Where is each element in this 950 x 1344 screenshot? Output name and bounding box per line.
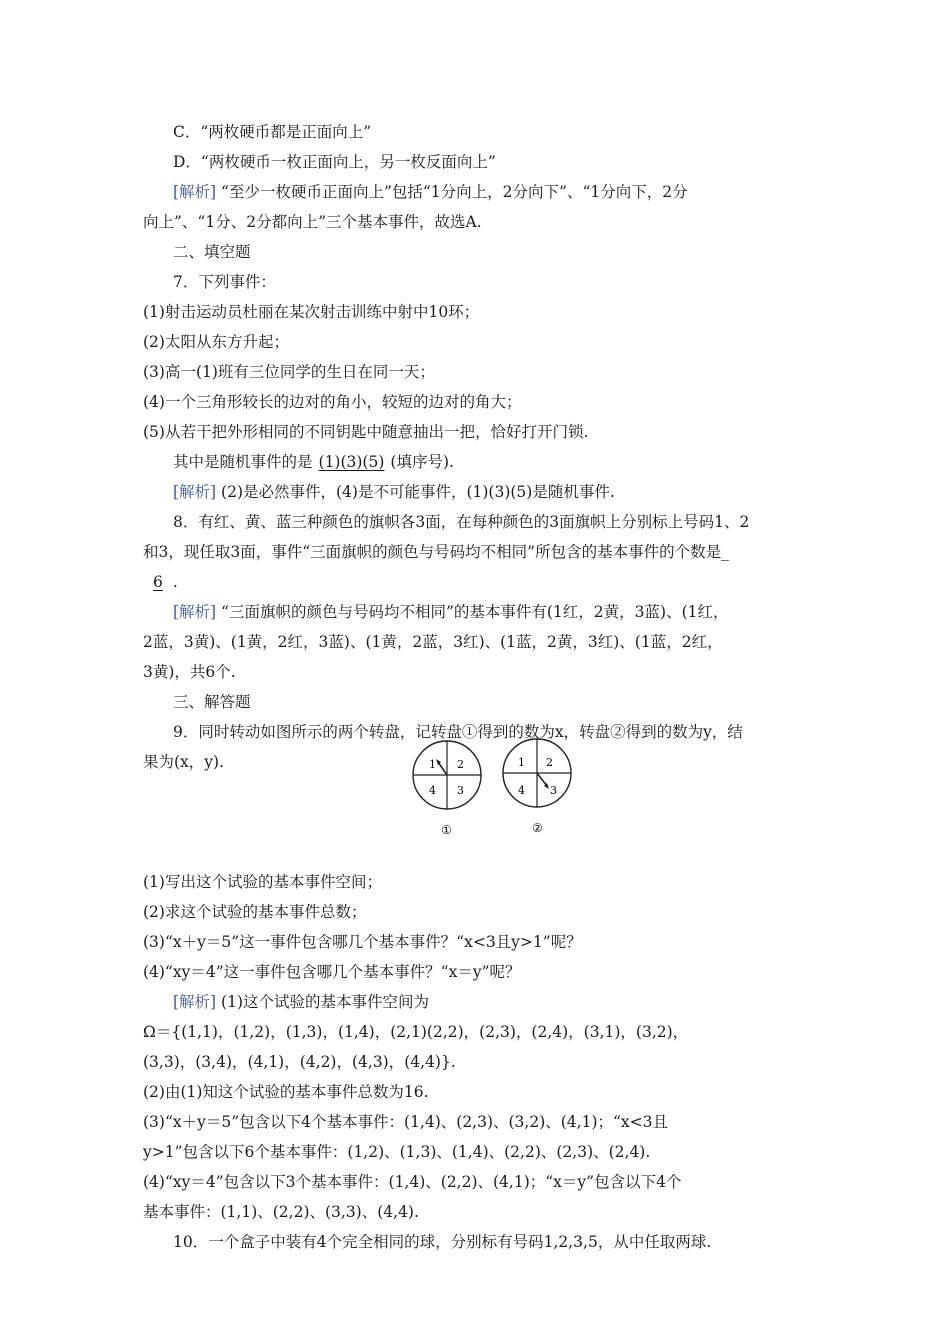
q7-item-5: (5)从若干把外形相同的不同钥匙中随意抽出一把，恰好打开门锁. — [143, 423, 589, 441]
q7-answer-suffix: (填序号). — [390, 453, 454, 471]
analysis-9-line1 — [173, 992, 429, 1012]
analysis-text: (2)是必然事件，(4)是不可能事件，(1)(3)(5)是随机事件. — [216, 483, 615, 501]
q8-answer-suffix: . — [172, 573, 178, 591]
question-7: 7．下列事件： — [173, 273, 276, 291]
question-8-line1: 8．有红、黄、蓝三种颜色的旗帜各3面，在每种颜色的3面旗帜上分别标上号码1、2 — [173, 513, 750, 531]
spinner1-q3: 3 — [457, 784, 464, 797]
q7-answer-line — [173, 452, 454, 472]
spinner2-q2: 2 — [546, 756, 553, 769]
pointer-arrow-icon — [537, 773, 547, 786]
q7-item-2: (2)太阳从东方升起； — [143, 333, 289, 351]
analysis-tag: [解析] — [173, 483, 217, 501]
pointer-arrow-icon — [438, 762, 447, 775]
spinner1-q2: 2 — [457, 758, 464, 771]
question-9-line2: 果为(x，y). — [143, 753, 225, 771]
analysis-9-line6: y>1”包含以下6个基本事件：(1,2)、(1,3)、(1,4)、(2,2)、(2,3)、(2,4). — [143, 1143, 651, 1161]
q8-answer-blank: 6 — [153, 573, 163, 591]
q7-answer-blank: (1)(3)(5) — [318, 453, 385, 471]
analysis-9-line7: (4)“xy＝4”包含以下3个基本事件：(1,4)、(2,2)、(4,1)；“x＝y”包含以下4个 — [143, 1173, 682, 1191]
question-9-line1: 9．同时转动如图所示的两个转盘，记转盘①得到的数为x，转盘②得到的数为y，结 — [173, 723, 743, 741]
analysis-8-line2: 2蓝，3黄)、(1黄，2红，3蓝)、(1黄，2蓝，3红)、(1蓝，2黄，3红)、(1蓝，2红， — [143, 633, 723, 651]
spinner2-q4: 4 — [518, 784, 525, 797]
spinner1-caption: ① — [441, 823, 452, 837]
analysis-6-line1 — [173, 182, 688, 202]
q9-part-2: (2)求这个试验的基本事件总数； — [143, 903, 367, 921]
analysis-tag: [解析] — [173, 993, 217, 1011]
section-fill-in: 二、填空题 — [173, 243, 251, 261]
analysis-tag: [解析] — [173, 183, 217, 201]
analysis-6-line2: 向上”、“1分、2分都向上”三个基本事件，故选A. — [143, 213, 482, 231]
analysis-tag: [解析] — [173, 603, 217, 621]
q9-part-3: (3)“x＋y＝5”这一事件包含哪几个基本事件？“x<3且y>1”呢？ — [143, 933, 582, 951]
analysis-9-line8: 基本事件：(1,1)、(2,2)、(3,3)、(4,4). — [143, 1203, 419, 1221]
q9-part-1: (1)写出这个试验的基本事件空间； — [143, 873, 382, 891]
q8-answer-line — [143, 572, 178, 592]
spinner-2 — [503, 739, 571, 835]
analysis-8-line3: 3黄)，共6个. — [143, 663, 236, 681]
question-8-line2: 和3，现任取3面，事件“三面旗帜的颜色与号码均不相同”所包含的基本事件的个数是_ — [143, 543, 729, 561]
analysis-text: “至少一枚硬币正面向上”包括“1分向上，2分向下”、“1分向下，2分 — [216, 183, 688, 201]
spinner2-q1: 1 — [518, 756, 525, 769]
q7-item-1: (1)射击运动员杜丽在某次射击训练中射中10环； — [143, 303, 480, 321]
q7-answer-prefix: 其中是随机事件的是 — [173, 453, 313, 471]
analysis-9-line4: (2)由(1)知这个试验的基本事件总数为16. — [143, 1083, 429, 1101]
q9-part-4: (4)“xy＝4”这一事件包含哪几个基本事件？“x＝y”呢？ — [143, 963, 521, 981]
section-solve: 三、解答题 — [173, 693, 251, 711]
analysis-9-line3: (3,3)，(3,4)，(4,1)，(4,2)，(4,3)，(4,4)}. — [143, 1053, 456, 1071]
spinner2-q3: 3 — [550, 784, 557, 797]
analysis-7 — [173, 482, 615, 502]
analysis-text: (1)这个试验的基本事件空间为 — [216, 993, 429, 1011]
analysis-9-line2: Ω＝{(1,1)，(1,2)，(1,3)，(1,4)，(2,1)(2,2)，(2,3)，(2,4)，(3,1)，(3,2)， — [143, 1023, 689, 1041]
analysis-8-line1 — [173, 602, 728, 622]
spinners-svg — [412, 738, 582, 848]
spinner1-q4: 4 — [429, 784, 436, 797]
question-10: 10．一个盒子中装有4个完全相同的球，分别标有号码1,2,3,5，从中任取两球. — [173, 1233, 712, 1251]
analysis-text: “三面旗帜的颜色与号码均不相同”的基本事件有(1红，2黄，3蓝)、(1红， — [216, 603, 729, 621]
option-d: D．“两枚硬币一枚正面向上，另一枚反面向上” — [173, 153, 496, 171]
spinner-1 — [413, 741, 481, 837]
spinner1-q1: 1 — [429, 758, 436, 771]
spinner-figure — [412, 738, 582, 852]
spinner2-caption: ② — [532, 821, 543, 835]
q7-item-4: (4)一个三角形较长的边对的角小，较短的边对的角大； — [143, 393, 522, 411]
analysis-9-line5: (3)“x＋y＝5”包含以下4个基本事件：(1,4)、(2,3)、(3,2)、(4,1)；“x<3且 — [143, 1113, 669, 1131]
q7-item-3: (3)高一(1)班有三位同学的生日在同一天； — [143, 363, 435, 381]
option-c: C．“两枚硬币都是正面向上” — [173, 123, 372, 141]
